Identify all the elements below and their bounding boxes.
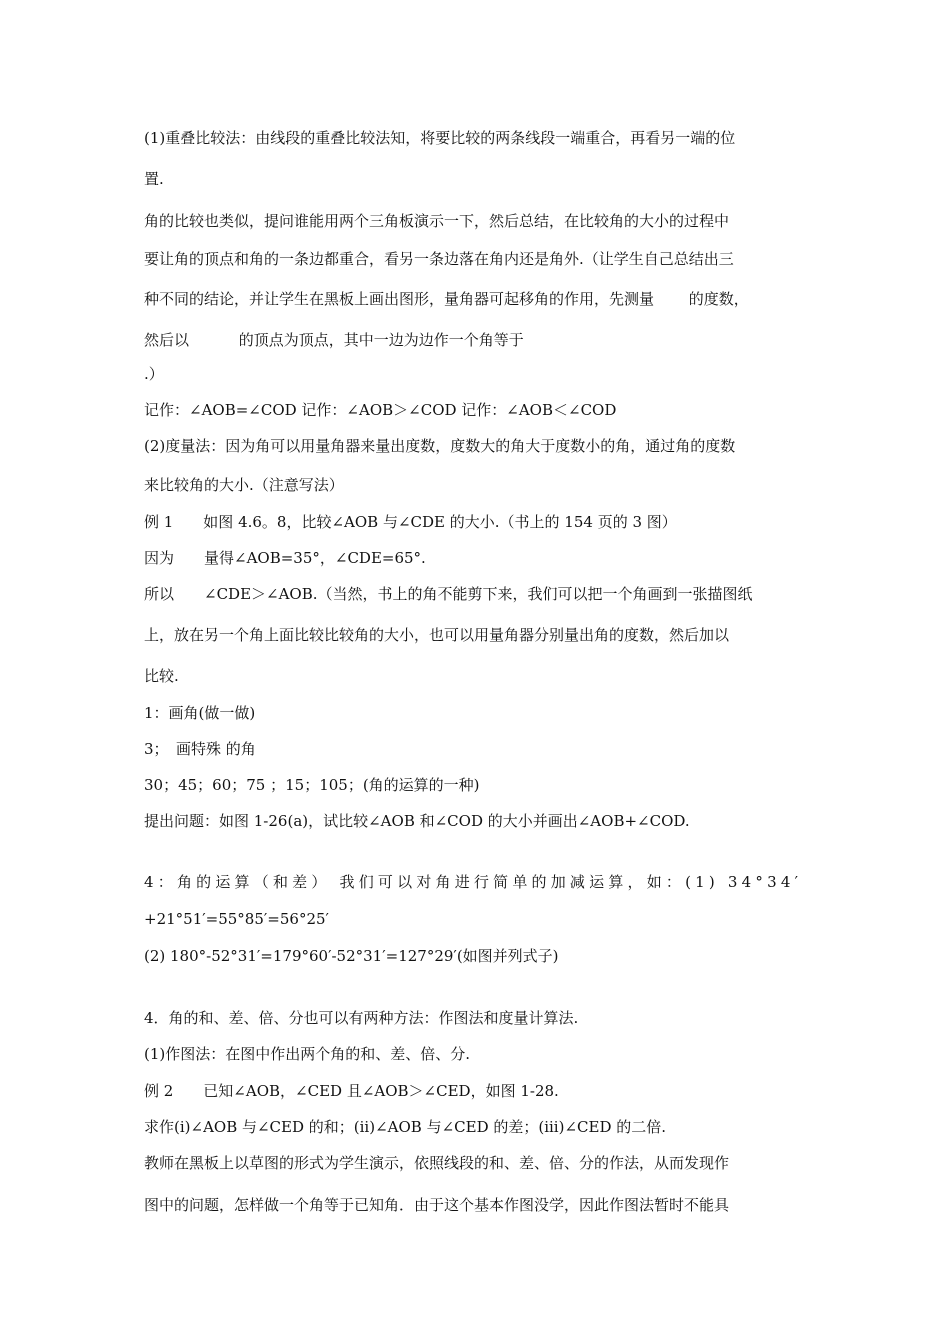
paragraph-line: 图中的问题，怎样做一个角等于已知角．由于这个基本作图没学，因此作图法暂时不能具 xyxy=(144,1196,730,1214)
paragraph-line: 上，放在另一个角上面比较比较角的大小，也可以用量角器分别量出角的度数，然后加以 xyxy=(144,626,730,644)
paragraph-line: 种不同的结论，并让学生在黑板上画出图形，量角器可起移角的作用，先测量 的度数， xyxy=(144,290,749,308)
paragraph-line: (2)度量法：因为角可以用量角器来量出度数，度数大的角大于度数小的角，通过角的度数 xyxy=(144,437,736,455)
paragraph-line: 因为 量得∠AOB=35°，∠CDE=65°. xyxy=(144,549,426,567)
paragraph-line: 求作(i)∠AOB 与∠CED 的和；(ii)∠AOB 与∠CED 的差；(iii)∠CED 的二倍. xyxy=(144,1118,667,1136)
paragraph-line: +21°51′=55°85′=56°25′ xyxy=(144,910,329,928)
paragraph-line: 然后以 的顶点为顶点，其中一边为边作一个角等于 xyxy=(144,331,524,349)
paragraph-line: (2) 180°-52°31′=179°60′-52°31′=127°29′(如图并列式子) xyxy=(144,947,559,965)
paragraph-line: 置. xyxy=(144,170,164,188)
paragraph-line: 所以 ∠CDE＞∠AOB.（当然，书上的角不能剪下来，我们可以把一个角画到一张描图纸 xyxy=(144,585,753,603)
paragraph-line: 4：角的运算（和差） 我们可以对角进行简单的加减运算，如：(1) 34°34′ xyxy=(144,873,803,891)
paragraph-line: 来比较角的大小.（注意写法） xyxy=(144,476,344,494)
paragraph-line: 1：画角(做一做) xyxy=(144,704,256,722)
paragraph-line: (1)重叠比较法：由线段的重叠比较法知，将要比较的两条线段一端重合，再看另一端的位 xyxy=(144,129,736,147)
paragraph-line: 4．角的和、差、倍、分也可以有两种方法：作图法和度量计算法. xyxy=(144,1009,579,1027)
paragraph-line: 3； 画特殊 的角 xyxy=(144,740,256,758)
paragraph-line: 要让角的顶点和角的一条边都重合，看另一条边落在角内还是角外.（让学生自己总结出三 xyxy=(144,250,734,268)
paragraph-line: 例 2 已知∠AOB，∠CED 且∠AOB＞∠CED，如图 1-28. xyxy=(144,1082,559,1100)
paragraph-line: 30；45；60；75 ；15；105；(角的运算的一种) xyxy=(144,776,480,794)
paragraph-line: 教师在黑板上以草图的形式为学生演示，依照线段的和、差、倍、分的作法，从而发现作 xyxy=(144,1154,730,1172)
paragraph-line: (1)作图法：在图中作出两个角的和、差、倍、分. xyxy=(144,1045,471,1063)
paragraph-line: 例 1 如图 4.6。8，比较∠AOB 与∠CDE 的大小.（书上的 154 页的 3 图） xyxy=(144,513,677,531)
paragraph-line: 比较. xyxy=(144,667,179,685)
paragraph-line: 角的比较也类似，提问谁能用两个三角板演示一下，然后总结，在比较角的大小的过程中 xyxy=(144,212,730,230)
paragraph-line: 记作：∠AOB=∠COD 记作：∠AOB＞∠COD 记作：∠AOB＜∠COD xyxy=(144,401,617,419)
paragraph-line: .） xyxy=(144,365,164,383)
paragraph-line: 提出问题：如图 1-26(a)，试比较∠AOB 和∠COD 的大小并画出∠AOB+∠COD. xyxy=(144,812,690,830)
